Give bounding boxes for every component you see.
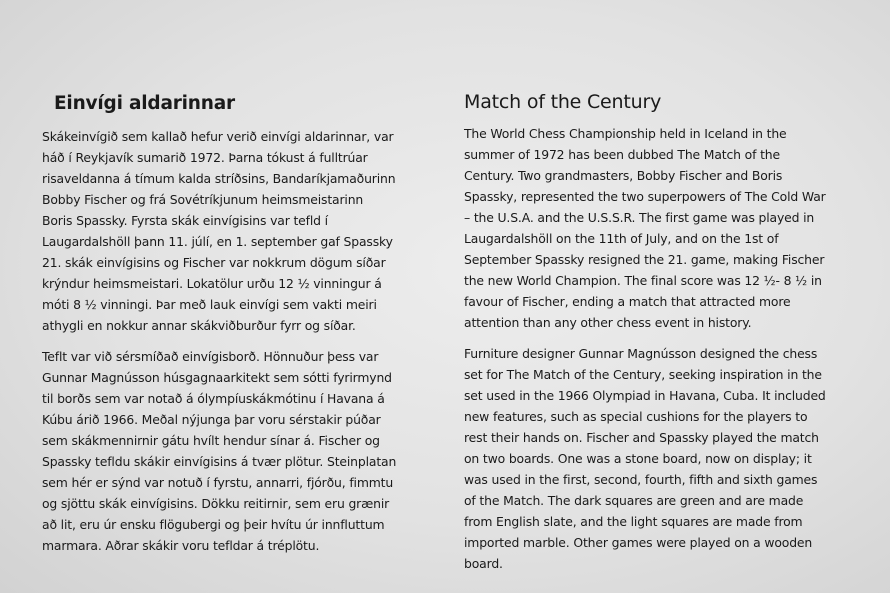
icelandic-title: Einvígi aldarinnar — [54, 93, 235, 114]
english-title: Match of the Century — [464, 91, 662, 113]
english-column — [464, 88, 854, 574]
icelandic-column — [40, 88, 440, 556]
english-paragraph-1: The World Chess Championship held in Iceland in the summer of 1972 has been dubbed The Match of the Century. Two grandmasters, Bobby Fischer and Boris Spassky, represented the two superpowers of The Cold War – the U.S.A. and the U.S.S.R. The first game was played in Laugardalshöll on the 11th of July, and on the 1st of September Spassky resigned the 21. game, making Fischer the new World Champion. The final score was 12 ½- 8 ½ in favour of Fischer, ending a match that attracted more attention than any other chess event in history. — [464, 126, 826, 330]
english-paragraph-2: Furniture designer Gunnar Magnússon designed the chess set for The Match of the Century, seeking inspiration in the set used in the 1966 Olympiad in Havana, Cuba. It included new features, such as special cushions for the players to rest their hands on. Fischer and Spassky played the match on two boards. One was a stone board, now on display; it was used in the first, second, fourth, fifth and sixth games of the Match. The dark squares are green and are made from English slate, and the light squares are made from imported marble. Other games were played on a wooden board. — [464, 346, 826, 571]
icelandic-paragraph-1: Skákeinvígið sem kallað hefur verið einvígi aldarinnar, var háð í Reykjavík sumarið 1972. Þarna tókust á fulltrúar risaveldanna á tímum kalda stríðsins, Bandaríkjamaðurinn Bobby Fischer og frá Sovétríkjunum heimsmeistarinn Boris Spassky. Fyrsta skák einvígisins var tefld í Laugardalshöll þann 11. júlí, en 1. september gaf Spassky 21. skák einvígisins og Fischer var nokkrum dögum síðar krýndur heimsmeistari. Lokatölur urðu 12 ½ vinningur á móti 8 ½ vinningi. Þar með lauk einvígi sem vakti meiri athygli en nokkur annar skákviðburður fyrr og síðar. — [42, 129, 396, 333]
paragraph-spacer — [40, 336, 440, 346]
icelandic-paragraph-2: Teflt var við sérsmíðað einvígisborð. Hönnuður þess var Gunnar Magnússon húsgagnaarkitekt sem sótti fyrirmynd til borðs sem var notað á ólympíuskákmótinu í Havana á Kúbu árið 1966. Meðal nýjunga þar voru sérstakir púðar sem skákmennirnir gátu hvílt hendur sínar á. Fischer og Spassky tefldu skákir einvígisins á tvær plötur. Steinplatan sem hér er sýnd var notuð í fyrstu, annarri, fjórðu, fimmtu og sjöttu skák einvígisins. Dökku reitirnir, sem eru grænir að lit, eru úr ensku flögubergi og þeir hvítu úr innfluttum marmara. Aðrar skákir voru tefldar á tréplötu. — [42, 349, 397, 553]
paragraph-spacer — [464, 333, 854, 343]
